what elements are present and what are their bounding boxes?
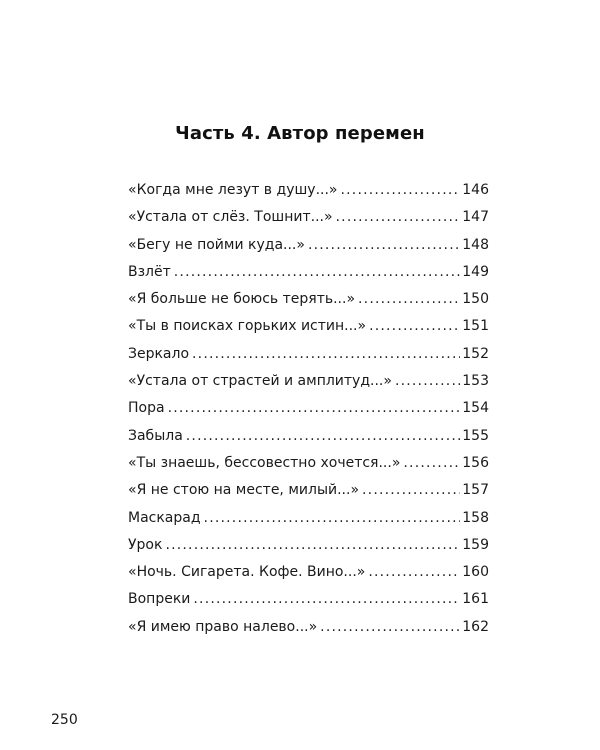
toc-entry [128, 482, 489, 509]
toc-entry [128, 209, 489, 236]
toc-entry-title: Забыла [128, 427, 183, 444]
toc-leader-dots [192, 346, 460, 362]
toc-entry-title: «Бегу не пойми куда...» [128, 236, 305, 253]
toc-entry-title: Маскарад [128, 509, 201, 526]
toc-leader-dots [308, 237, 460, 253]
toc-entry-page: 154 [462, 400, 489, 417]
toc-leader-dots [320, 619, 460, 635]
toc-entry-title: «Я больше не боюсь терять...» [128, 291, 356, 308]
toc-entry-page: 150 [462, 291, 489, 308]
toc-leader-dots [186, 428, 460, 444]
toc-entry [128, 291, 489, 318]
toc-entry-title: «Ты знаешь, бессовестно хочется...» [128, 454, 401, 471]
toc-entry [128, 400, 489, 427]
toc-entry-page: 161 [462, 591, 489, 608]
toc-entry-page: 149 [462, 263, 489, 280]
toc-entry-page: 158 [462, 509, 489, 526]
table-of-contents [128, 182, 489, 646]
toc-entry-page: 147 [462, 209, 489, 226]
toc-entry-title: Взлёт [128, 263, 171, 280]
toc-entry-page: 153 [462, 373, 489, 390]
toc-entry-title: «Устала от слёз. Тошнит...» [128, 209, 333, 226]
toc-leader-dots [341, 182, 461, 198]
toc-leader-dots [369, 318, 460, 334]
section-heading: Часть 4. Автор перемен [175, 123, 425, 144]
toc-leader-dots [368, 564, 460, 580]
toc-leader-dots [358, 291, 460, 307]
toc-entry-title: «Я не стою на месте, милый...» [128, 482, 360, 499]
toc-leader-dots [193, 591, 460, 607]
toc-entry [128, 428, 489, 455]
toc-entry-page: 152 [462, 345, 489, 362]
toc-entry [128, 346, 489, 373]
page-number: 250 [51, 712, 78, 728]
toc-entry-page: 156 [462, 454, 489, 471]
toc-entry-title: «Ты в поисках горьких истин...» [128, 318, 367, 335]
toc-entry-title: Урок [128, 536, 163, 553]
toc-entry [128, 619, 489, 646]
toc-entry [128, 455, 489, 482]
toc-leader-dots [362, 482, 460, 498]
toc-leader-dots [165, 537, 460, 553]
toc-leader-dots [403, 455, 460, 471]
toc-entry-title: «Ночь. Сигарета. Кофе. Вино...» [128, 564, 366, 581]
toc-entry-title: Пора [128, 400, 165, 417]
toc-leader-dots [168, 400, 461, 416]
toc-entry [128, 264, 489, 291]
toc-entry [128, 373, 489, 400]
toc-entry-title: «Когда мне лезут в душу...» [128, 182, 338, 198]
toc-leader-dots [204, 510, 461, 526]
toc-entry-page: 157 [462, 482, 489, 499]
toc-leader-dots [174, 264, 461, 280]
toc-entry-page: 151 [462, 318, 489, 335]
toc-entry-page: 146 [462, 182, 489, 198]
toc-entry [128, 537, 489, 564]
toc-entry-page: 159 [462, 536, 489, 553]
toc-entry-title: Вопреки [128, 591, 191, 608]
toc-entry-title: «Устала от страстей и амплитуд...» [128, 373, 392, 390]
toc-entry-page: 148 [462, 236, 489, 253]
toc-entry-page: 155 [462, 427, 489, 444]
toc-entry [128, 318, 489, 345]
toc-entry [128, 591, 489, 618]
toc-entry [128, 510, 489, 537]
toc-entry-page: 162 [462, 618, 489, 635]
toc-entry [128, 182, 489, 209]
toc-entry-title: «Я имею право налево...» [128, 618, 318, 635]
toc-leader-dots [336, 209, 461, 225]
toc-entry [128, 237, 489, 264]
toc-entry-page: 160 [462, 564, 489, 581]
toc-leader-dots [395, 373, 460, 389]
toc-entry-title: Зеркало [128, 345, 190, 362]
toc-entry [128, 564, 489, 591]
